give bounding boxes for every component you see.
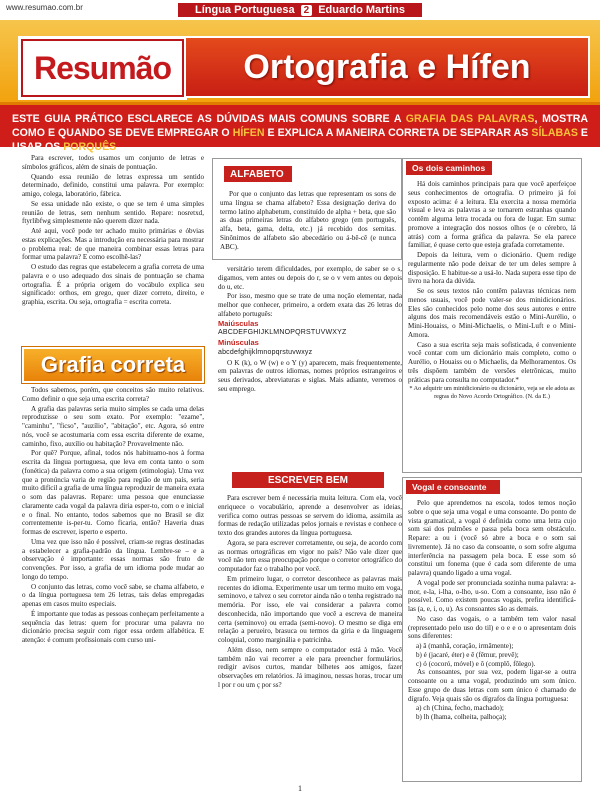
list-item: c) ó (cocoró, móvel) e ô (complô, fôlego). — [416, 659, 536, 668]
list-item: b) é (jacaré, éter) e ê (fêmur, prevê); — [416, 650, 519, 659]
volume-number: 2 — [301, 5, 313, 16]
footnote: * Ao adquirir um minidicionário ou dicionário, veja se ele adota as regras do Novo Acordo Ortográfico. (N. da E.) — [409, 385, 575, 400]
column-2 — [218, 265, 402, 395]
paragraph: Para escrever bem é necessária muita leitura. Com ela, você enriquece o vocabulário, aprende a desenvolver as ideias, verifica como outras pessoas se servem do idioma, assimila as formas de redação utilizadas pelos jornais e revistas e conhece o texto dos grandes autores da língua portuguesa. — [218, 494, 402, 537]
paragraph: Além disso, nem sempre o computador está à mão. Você também não vai recorrer a ele para preencher formulários, redigir avisos curtos, mandar bilhetes aos amigos, fazer observações em relatórios. Já imaginou, nessas horas, trocar um l por r ou um ç por ss? — [218, 645, 402, 689]
uppercase-alphabet: ABCDEFGHIJKLMNOPQRSTUVWXYZ — [218, 329, 347, 337]
intro-text: , MOSTRA COMO E QUANDO SE DEVE EMPREGAR O — [12, 113, 588, 139]
lowercase-alphabet: abcdefghijklmnopqrstuvwxyz — [218, 348, 313, 356]
vogal-body — [408, 499, 576, 722]
paragraph: O estudo das regras que estabelecem a grafia correta de uma palavra e o uso adequado dos sinais de pontuação se chama ortografia. É a própria origem do vocábulo explica seu significado: orthos, em grego, quer dizer correto, direito, e graphia, escrita. Ou seja, ortografia = escrita correta. — [22, 263, 204, 306]
paragraph: Agora, se para escrever corretamente, ou seja, de acordo com as normas ortográficas em vigor no país? Não vale dizer que você não tem essa preocupação porque o corretor ortográfico do computador faz o trabalho por você. — [218, 538, 402, 573]
column-1 — [22, 154, 204, 308]
paragraph: Uma vez que isso não é possível, criam-se regras destinadas a estabelecer a grafia-padrão da língua. Lembre-se – e a observação é importante: essas normas são fruto de convenções. Por isso, a grafia de um idioma pode mudar ao longo do tempo. — [22, 537, 204, 581]
intro-text: E USAR OS — [12, 127, 588, 153]
paragraph: Há dois caminhos principais para que você aperfeiçoe seus conhecimentos de ortografia. O primeiro já foi exposto acima: é a leitura. Ela exercita a nossa memória visual e leva as palavras a se tornarem estranhas quando contêm alguma letra trocada ou fora de lugar. Em suma: promove a integração dos nossos olhos (e o cérebro, lá atrás) com a forma gráfica da palavra. Se ela parece familiar, é quase certo que esteja grafada corretamente. — [408, 180, 576, 250]
paragraph: Depois da leitura, vem o dicionário. Quem redige regularmente não pode deixar de ter um deles sempre à disposição. E habitue-se a usá-lo. Nada supera esse tipo de livro na hora da dúvida. — [408, 251, 576, 286]
paragraph: No caso das vogais, o a também tem valor nasal (representado pelo uso do til) e o e e o o apresentam dois sons diferentes: — [408, 614, 576, 641]
intro-highlight: HÍFEN — [232, 127, 265, 139]
list-item: a) ch (China, fecho, machado); — [416, 704, 504, 713]
paragraph: Por que o conjunto das letras que representam os sons de uma língua se chama alfabeto? Essa designação deriva do termo latino alphabetum, constituído de alpha + beta, que são as duas primeiras letras do alfabeto grego (em português, alfa, beta, gama, delta, etc.) já recebido dos semitas. Sinônimos de alfabeto são abecedário ou á-bê-cê (e nunca ABC). — [220, 190, 396, 251]
escrever-header: ESCREVER BEM — [232, 472, 384, 488]
paragraph: O K (k), o W (w) e o Y (y) aparecem, mais frequentemente, em palavras de outros idiomas, nomes próprios estrangeiros e seus derivados, abreviaturas e siglas. Mais adiante, veremos o seu emprego. — [218, 358, 402, 393]
uppercase-label: Maiúsculas — [218, 318, 259, 328]
alfabeto-body — [220, 190, 396, 252]
escrever-body — [218, 494, 402, 691]
brand-text: Resumão — [33, 49, 172, 86]
paragraph: Todos sabemos, porém, que conceitos são muito relativos. Como definir o que seja uma escrita correta? — [22, 386, 204, 403]
paragraph: Até aqui, você pode ter achado muito primárias e óbvias estas explicações. Mas a introdução era necessária para mostrar o problema real: de que maneira combinar essas letras para formar uma palavra? E como escolhê-las? — [22, 227, 204, 262]
paragraph: Por isso, mesmo que se trate de uma noção elementar, nada melhor que conhecer, primeiro, a ordem exata das 26 letras do alfabeto português: — [218, 292, 402, 318]
paragraph: versitário terem dificuldades, por exemplo, de saber se o s, digamos, vem antes ou depois do r, se o v vem antes ou depois do u, etc. — [218, 265, 402, 291]
paragraph: É importante que todas as pessoas conheçam perfeitamente a sequência das letras: quem for procurar uma palavra no dicionário precisa seguir com rigor essa ordem alfabética. E atenção: é comum profissionais com curso uni- — [22, 609, 204, 644]
intro-text: ESTE GUIA PRÁTICO ESCLARECE AS DÚVIDAS MAIS COMUNS SOBRE A — [12, 113, 406, 125]
alfabeto-header: ALFABETO — [224, 166, 292, 182]
subject-label: Língua Portuguesa — [195, 4, 295, 16]
intro-highlight: PORQUÊS — [63, 141, 117, 153]
column-1-lower — [22, 386, 204, 646]
paragraph: Caso a sua escrita seja mais sofisticada, é conveniente você contar com um dicionário mais completo, como o Aurélio, o Houaiss ou o Michaelis, da Melhoramentos. Os três dispõem também de versões eletrônicas, muito práticas para consulta no computador.* — [408, 340, 576, 384]
caminhos-body — [408, 180, 576, 400]
lowercase-label: Minúsculas — [218, 338, 259, 347]
section-title: Grafia correta — [40, 352, 186, 377]
paragraph: O conjunto das letras, como você sabe, se chama alfabeto, e o da língua portuguesa tem 26 letras, tais delas empregadas apenas em casos muito especiais. — [22, 582, 204, 608]
caminhos-header: Os dois caminhos — [406, 161, 492, 175]
paragraph: Para escrever, todos usamos um conjunto de letras e símbolos gráficos, além de sinais de pontuação. — [22, 154, 204, 171]
intro-highlight: SÍLABAS — [531, 127, 578, 139]
site-url: www.resumao.com.br — [6, 3, 83, 12]
paragraph: Se essa unidade não existe, o que se tem é uma simples reunião de letras, sem nenhum sentido. Repare: nosretxd, ftyrlibfwg simplesmente não querem dizer nada. — [22, 199, 204, 226]
paragraph: A grafia das palavras seria muito simples se cada uma delas reproduzisse o seu som exato. Por exemplo: "ezame", "caminhu", "ficso", "auzílio", "abitação", etc. Agora, só entre nós, você se acostumaria com essa escrita diferente de exame, caminho, fixo, auxílio ou habitação? Provavelmente não. — [22, 404, 204, 448]
section-header-grafia — [22, 347, 204, 383]
paragraph: Quando essa reunião de letras expressa um sentido determinado, definido, constitui uma palavra. Por exemplo: amigo, colega, laboratório, fábrica. — [22, 172, 204, 198]
paragraph: A vogal pode ser pronunciada sozinha numa palavra: a-mor, e-la, i-lha, o-lho, u-so. Com a consoante, isso não é possível. Como existem poucas vogais, prefira identificá-las (a, e, i, o, u). As consoantes são as demais. — [408, 578, 576, 613]
intro-text: E EXPLICA A MANEIRA CORRETA DE SEPARAR AS — [264, 127, 532, 139]
vogal-header: Vogal e consoante — [406, 480, 500, 494]
intro-band — [0, 105, 600, 153]
series-bar — [178, 3, 422, 17]
page-title: Ortografia e Hífen — [243, 47, 531, 86]
intro-highlight: GRAFIA DAS PALAVRAS — [405, 113, 535, 125]
list-item: b) lh (lhama, colheita, palhoça); — [416, 713, 507, 721]
vowel-examples — [408, 642, 576, 668]
digraph-examples — [408, 704, 576, 722]
brand-logo — [18, 36, 187, 100]
paragraph: Em primeiro lugar, o corretor desconhece as palavras mais recentes do idioma. Experimente usar um termo muito em voga, seminovo, e talvez o seu corretor ainda não o tenha registrado na memória. Por isso, ele vai considerar a palavra como desconhecida, não importando que você a escreva de maneira certa (seminovo) ou errada (semi-novo). O mesmo se diga em relação a perueiro, brasuca ou termos da gíria e da linguagem coloquial, como marginália e patricinha. — [218, 574, 402, 644]
paragraph: As consoantes, por sua vez, podem ligar-se a outra consoante ou a uma vogal, produzindo um som único. Esse grupo de duas letras com som único é chamado de dígrafo. Veja quais são os dígrafos da língua portuguesa: — [408, 668, 576, 703]
paragraph: Por quê? Porque, afinal, todos nós habituamo-nos à forma escrita da língua portuguesa, que leva em conta tanto o som (fonética) da palavra como a sua origem (etimologia). Uma vez que a pronúncia varia de região para região de um país, seria muito difícil a grafia de uma língua reproduzir de maneira exata o som das palavras. Repare: uma pessoa que enunciasse claramente cada vogal da palavra diria esper-to, com o e inicial e o final. No entanto, todos sabemos que no Brasil se diz correntemente is-per-tu. Como ficaria, então? Haveria duas formas de escrever, isperto e esperto. — [22, 449, 204, 536]
list-item: a) ã (manhã, coração, irmãmente); — [416, 642, 514, 650]
author-label: Eduardo Martins — [318, 4, 405, 16]
paragraph: Se os seus textos não contêm palavras técnicas nem menos usuais, você pode valer-se dos minidicionários. Eles são conhecidos pelo nome dos seus autores e entre alguns dos mais recomendáveis estão o Mini-Aurélio, o Mini-Houaiss, o Mini-Michaelis, o Mini-Luft e o Mini-Amora. — [408, 287, 576, 339]
paragraph: Pelo que aprendemos na escola, todos temos noção sobre o que seja uma vogal e uma consoante. Do ponto de vista gramatical, a vogal é definida como uma letra cujo som sai dos pulmões e passa pela boca sem obstáculo. Repare: a ou i (você só abre a boca e o som sai livremente). Já no caso da consoante, o som sofre alguma interferência na passagem pela boca. E esse som só constitui um fonema (que é cada som diferente de uma palavra) quando ligado a uma vogal. — [408, 499, 576, 577]
page-number: 1 — [298, 784, 302, 793]
title-box — [184, 36, 590, 98]
